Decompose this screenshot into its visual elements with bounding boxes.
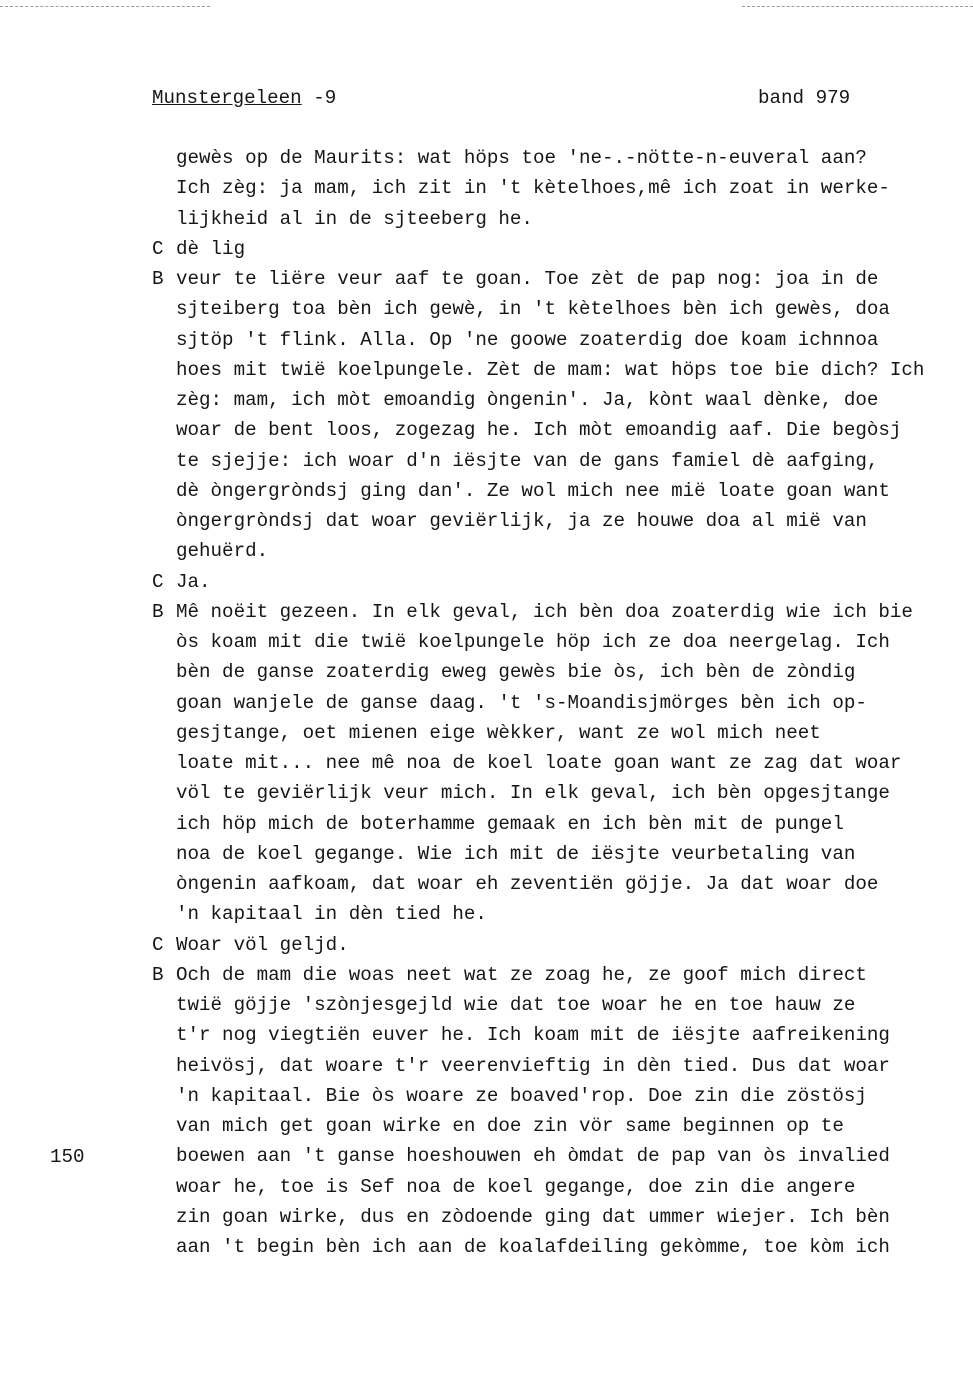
line-text: veur te liëre veur aaf te goan. Toe zèt de pap nog: joa in de	[176, 268, 879, 290]
line-text: òngenin aafkoam, dat woar eh zeventiën göjje. Ja dat woar doe	[176, 873, 879, 895]
header-page-number: -9	[301, 87, 337, 109]
line-text: van mich get goan wirke en doe zin vör same beginnen op te	[176, 1115, 844, 1137]
top-border-line-left	[0, 6, 210, 7]
header-place-name: Munstergeleen	[152, 87, 302, 109]
line-text: aan 't begin bèn ich aan de koalafdeiling gekòmme, toe kòm ich	[176, 1236, 890, 1258]
line-text: hoes mit twië koelpungele. Zèt de mam: wat höps toe bie dich? Ich	[176, 358, 925, 381]
line-text: dè òngergròndsj ging dan'. Ze wol mich nee mië loate goan want	[176, 479, 890, 502]
line-text: gewès op de Maurits: wat höps toe 'ne-.-nötte-n-euveral aan?	[176, 147, 867, 169]
line-text: heivösj, dat woare t'r veerenvieftig in dèn tied. Dus dat woar	[176, 1054, 890, 1077]
line-text: zin goan wirke, dus en zòdoende ging dat ummer wiejer. Ich bèn	[176, 1205, 890, 1228]
speaker-label: C	[152, 237, 164, 260]
line-text: òs koam mit die twië koelpungele höp ich ze doa neergelag. Ich	[176, 631, 890, 653]
speaker-label: B	[152, 963, 164, 986]
line-text: ich höp mich de boterhamme gemaak en ich bèn mit de pungel	[176, 812, 844, 835]
line-text: 'n kapitaal. Bie òs woare ze boaved'rop. Doe zin die zöstösj	[176, 1084, 867, 1107]
line-text: te sjejje: ich woar d'n iësjte van de gans famiel dè aafging,	[176, 449, 879, 472]
line-text: sjteiberg toa bèn ich gewè, in 't kètelhoes bèn ich gewès, doa	[176, 298, 890, 321]
page-header-place	[152, 84, 336, 112]
top-border-line-right	[742, 6, 973, 7]
line-text: Woar völ geljd.	[176, 933, 349, 956]
header-tape-number: band 979	[758, 87, 851, 109]
line-text: sjtöp 't flink. Alla. Op 'ne goowe zoaterdig doe koam ichnnoa	[176, 328, 879, 351]
line-text: 'n kapitaal in dèn tied he.	[176, 903, 487, 926]
line-text: t'r nog viegtiën euver he. Ich koam mit de iësjte aafreikening	[176, 1024, 890, 1047]
line-text: goan wanjele de ganse daag. 't 's-Moandisjmörges bèn ich op-	[176, 691, 867, 714]
line-text: völ te geviërlijk veur mich. In elk geval, ich bèn opgesjtange	[176, 782, 890, 805]
line-text: Ja.	[176, 570, 211, 593]
line-text: zèg: mam, ich mòt emoandig òngenin'. Ja, kònt waal dènke, doe	[176, 389, 879, 411]
line-text: gehuërd.	[176, 540, 269, 563]
speaker-label: C	[152, 933, 164, 956]
line-text: bèn de ganse zoaterdig eweg gewès bie òs, ich bèn de zòndig	[176, 661, 856, 684]
line-text: boewen aan 't ganse hoeshouwen eh òmdat de pap van òs invalied	[176, 1145, 890, 1168]
speaker-label: B	[152, 268, 164, 290]
line-text: twië göjje 'szònjesgejld wie dat toe woar he en toe hauw ze	[176, 994, 856, 1016]
line-text: gesjtange, oet mienen eige wèkker, want ze wol mich neet	[176, 721, 821, 744]
speaker-label: C	[152, 570, 164, 593]
line-text: woar de bent loos, zogezag he. Ich mòt emoandig aaf. Die begòsj	[176, 419, 902, 442]
line-text: dè lig	[176, 237, 246, 260]
line-text: loate mit... nee mê noa de koel loate goan want ze zag dat woar	[176, 752, 902, 774]
line-text: Ich zèg: ja mam, ich zit in 't kètelhoes,mê ich zoat in werke-	[176, 177, 890, 200]
margin-line-number: 150	[50, 1146, 85, 1168]
line-text: Mê noëit gezeen. In elk geval, ich bèn doa zoaterdig wie ich bie	[176, 600, 913, 623]
speaker-label: B	[152, 600, 164, 623]
line-text: lijkheid al in de sjteeberg he.	[176, 207, 533, 230]
line-text: noa de koel gegange. Wie ich mit de iësjte veurbetaling van	[176, 842, 856, 865]
line-text: òngergròndsj dat woar geviërlijk, ja ze houwe doa al mië van	[176, 510, 867, 532]
line-text: Och de mam die woas neet wat ze zoag he, ze goof mich direct	[176, 963, 867, 986]
line-text: woar he, toe is Sef noa de koel gegange, doe zin die angere	[176, 1175, 856, 1198]
